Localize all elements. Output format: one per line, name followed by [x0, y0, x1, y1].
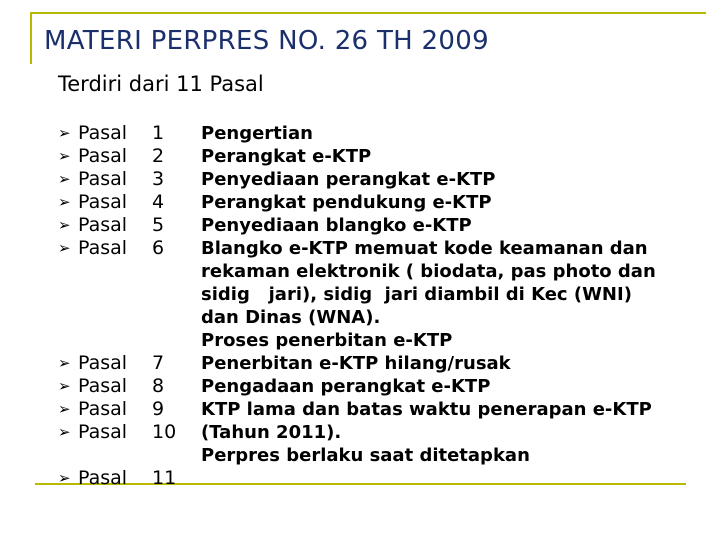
pasal-item — [58, 375, 188, 398]
pasal-number: 10 — [152, 421, 177, 443]
description-line: Pengertian — [201, 123, 313, 144]
pasal-label: Pasal — [78, 122, 128, 144]
pasal-number: 8 — [152, 375, 165, 397]
pasal-item — [58, 237, 188, 260]
description-line: Pengadaan perangkat e-KTP — [201, 376, 491, 397]
arrowhead-bullet-icon: ➢ — [58, 170, 71, 188]
description-line: dan Dinas (WNA). — [201, 307, 381, 328]
arrowhead-bullet-icon: ➢ — [58, 124, 71, 142]
arrowhead-bullet-icon: ➢ — [58, 377, 71, 395]
description-line: KTP lama dan batas waktu penerapan e-KTP — [201, 399, 652, 420]
frame-top-line — [30, 12, 706, 14]
pasal-label: Pasal — [78, 398, 128, 420]
pasal-label: Pasal — [78, 214, 128, 236]
description-line: Perpres berlaku saat ditetapkan — [201, 445, 530, 466]
arrowhead-bullet-icon: ➢ — [58, 216, 71, 234]
pasal-item — [58, 467, 188, 490]
slide-subtitle: Terdiri dari 11 Pasal — [58, 72, 264, 96]
spacer — [58, 260, 188, 352]
pasal-item — [58, 352, 188, 375]
description-line: (Tahun 2011). — [201, 422, 342, 443]
description-line: Proses penerbitan e-KTP — [201, 330, 453, 351]
pasal-number: 9 — [152, 398, 165, 420]
pasal-number: 7 — [152, 352, 165, 374]
description-line: Perangkat e-KTP — [201, 146, 372, 167]
pasal-number: 5 — [152, 214, 165, 236]
pasal-item — [58, 191, 188, 214]
arrowhead-bullet-icon: ➢ — [58, 423, 71, 441]
pasal-item — [58, 421, 188, 444]
description-line: Perangkat pendukung e-KTP — [201, 192, 492, 213]
description-line: Penyediaan blangko e-KTP — [201, 215, 472, 236]
pasal-item — [58, 168, 188, 191]
description-line: Penerbitan e-KTP hilang/rusak — [201, 353, 511, 374]
spacer — [58, 444, 188, 467]
pasal-item — [58, 214, 188, 237]
pasal-label: Pasal — [78, 168, 128, 190]
pasal-label: Pasal — [78, 375, 128, 397]
pasal-label: Pasal — [78, 352, 128, 374]
pasal-label: Pasal — [78, 237, 128, 259]
slide-title: MATERI PERPRES NO. 26 TH 2009 — [44, 26, 489, 56]
pasal-number: 3 — [152, 168, 165, 190]
pasal-label: Pasal — [78, 191, 128, 213]
description-line: rekaman elektronik ( biodata, pas photo dan — [201, 261, 656, 282]
pasal-number: 11 — [152, 467, 177, 489]
pasal-item — [58, 145, 188, 168]
pasal-label: Pasal — [78, 421, 128, 443]
arrowhead-bullet-icon: ➢ — [58, 147, 71, 165]
description-line: Penyediaan perangkat e-KTP — [201, 169, 496, 190]
description-line: Blangko e-KTP memuat kode keamanan dan — [201, 238, 648, 259]
pasal-number: 1 — [152, 122, 165, 144]
pasal-label: Pasal — [78, 145, 128, 167]
pasal-number: 6 — [152, 237, 165, 259]
pasal-number: 4 — [152, 191, 165, 213]
description-list — [201, 122, 701, 467]
pasal-item — [58, 398, 188, 421]
pasal-number: 2 — [152, 145, 165, 167]
arrowhead-bullet-icon: ➢ — [58, 239, 71, 257]
description-line: sidig jari), sidig jari diambil di Kec (WNI) — [201, 284, 632, 305]
arrowhead-bullet-icon: ➢ — [58, 469, 71, 487]
pasal-label: Pasal — [78, 467, 128, 489]
arrowhead-bullet-icon: ➢ — [58, 354, 71, 372]
pasal-list — [58, 122, 188, 490]
arrowhead-bullet-icon: ➢ — [58, 193, 71, 211]
frame-left-line — [30, 12, 32, 64]
arrowhead-bullet-icon: ➢ — [58, 400, 71, 418]
pasal-item — [58, 122, 188, 145]
